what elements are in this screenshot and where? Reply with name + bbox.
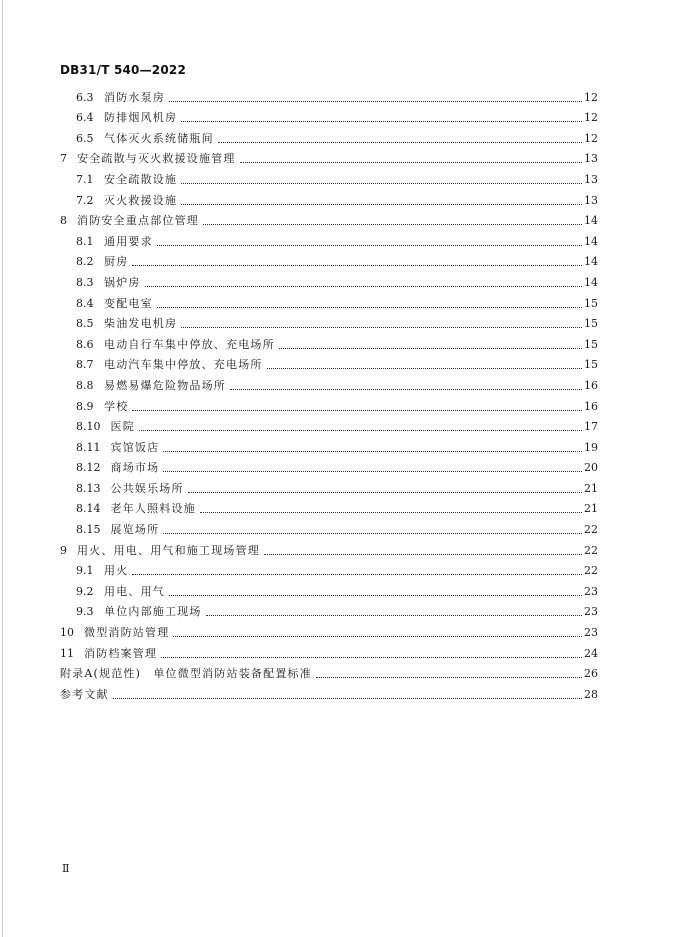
toc-dot-leader — [181, 327, 582, 328]
toc-entry-title: 学校 — [104, 399, 129, 413]
toc-entry-page: 17 — [584, 420, 598, 434]
toc-entry-title: 消防安全重点部位管理 — [77, 214, 199, 228]
toc-entry-page: 15 — [584, 358, 598, 372]
toc-dot-leader — [230, 389, 582, 390]
toc-entry-title: 商场市场 — [110, 461, 160, 475]
toc-entry-page: 23 — [584, 626, 598, 640]
toc-entry-page: 15 — [584, 317, 598, 331]
toc-entry-number: 8.3 — [76, 275, 94, 289]
toc-entry-number: 8.5 — [76, 317, 94, 331]
toc-entry-number: 7.1 — [76, 172, 94, 186]
toc-entry-title: 老年人照料设施 — [110, 502, 196, 516]
toc-entry-page: 14 — [584, 214, 598, 228]
toc-entry-title: 柴油发电机房 — [104, 317, 178, 331]
toc-entry[interactable] — [60, 393, 598, 414]
toc-entry-title: 电动自行车集中停放、充电场所 — [104, 337, 275, 351]
toc-dot-leader — [113, 698, 582, 699]
toc-entry-number: 8.15 — [76, 523, 101, 537]
toc-dot-leader — [218, 142, 582, 143]
toc-entry-number: 8.10 — [76, 420, 101, 434]
toc-dot-leader — [240, 162, 582, 163]
toc-entry-page: 22 — [584, 564, 598, 578]
toc-entry-page: 12 — [584, 131, 598, 145]
toc-entry[interactable] — [60, 578, 598, 599]
toc-entry[interactable] — [60, 599, 598, 620]
toc-dot-leader — [264, 554, 582, 555]
toc-entry-page: 22 — [584, 523, 598, 537]
toc-dot-leader — [316, 677, 582, 678]
toc-entry-number: 6.5 — [76, 131, 94, 145]
toc-entry[interactable] — [60, 640, 598, 661]
toc-entry-page: 12 — [584, 90, 598, 104]
toc-entry-title: 附录A(规范性) 单位微型消防站装备配置标准 — [60, 667, 312, 681]
toc-dot-leader — [157, 245, 582, 246]
toc-entry-page: 12 — [584, 111, 598, 125]
toc-entry[interactable] — [60, 558, 598, 579]
toc-dot-leader — [188, 492, 582, 493]
toc-entry-page: 21 — [584, 481, 598, 495]
toc-entry-page: 23 — [584, 605, 598, 619]
toc-entry[interactable] — [60, 516, 598, 537]
toc-entry-title: 用电、用气 — [104, 584, 165, 598]
toc-entry[interactable] — [60, 228, 598, 249]
toc-entry-page: 13 — [584, 152, 598, 166]
toc-entry-page: 16 — [584, 399, 598, 413]
toc-entry-number: 9.1 — [76, 564, 94, 578]
toc-entry-page: 14 — [584, 275, 598, 289]
toc-entry-title: 易燃易爆危险物品场所 — [104, 378, 226, 392]
toc-entry-title: 参考文献 — [60, 687, 109, 701]
toc-dot-leader — [163, 533, 582, 534]
toc-entry-number: 7.2 — [76, 193, 94, 207]
toc-entry-number: 9.2 — [76, 584, 94, 598]
toc-entry-page: 15 — [584, 296, 598, 310]
toc-entry[interactable] — [60, 434, 598, 455]
toc-entry-title: 用火、用电、用气和施工现场管理 — [77, 543, 260, 557]
toc-dot-leader — [139, 430, 582, 431]
toc-dot-leader — [132, 265, 582, 266]
toc-entry-page: 23 — [584, 584, 598, 598]
toc-entry-title: 防排烟风机房 — [104, 111, 178, 125]
toc-dot-leader — [181, 183, 582, 184]
toc-entry[interactable] — [60, 661, 598, 682]
toc-entry[interactable] — [60, 537, 598, 558]
toc-entry[interactable] — [60, 105, 598, 126]
toc-entry-title: 灭火救援设施 — [104, 193, 178, 207]
toc-entry-title: 厨房 — [104, 255, 129, 269]
toc-entry-number: 6.4 — [76, 111, 94, 125]
page-edge-line — [2, 0, 3, 937]
toc-entry-number: 8.12 — [76, 461, 101, 475]
toc-entry-number: 8.9 — [76, 399, 94, 413]
toc-entry-number: 7 — [60, 152, 67, 166]
toc-entry-title: 公共娱乐场所 — [110, 481, 184, 495]
toc-entry-number: 9.3 — [76, 605, 94, 619]
toc-entry-page: 26 — [584, 667, 598, 681]
toc-dot-leader — [206, 615, 582, 616]
toc-dot-leader — [181, 204, 582, 205]
toc-entry[interactable] — [60, 208, 598, 229]
toc-dot-leader — [181, 121, 582, 122]
toc-dot-leader — [203, 224, 582, 225]
toc-entry-title: 安全疏散与灭火救援设施管理 — [77, 152, 236, 166]
table-of-contents — [60, 84, 598, 702]
toc-entry-page: 14 — [584, 255, 598, 269]
toc-entry[interactable] — [60, 681, 598, 702]
document-code: DB31/T 540—2022 — [60, 63, 186, 77]
toc-entry-number: 9 — [60, 543, 67, 557]
toc-dot-leader — [145, 286, 582, 287]
toc-entry-title: 电动汽车集中停放、充电场所 — [104, 358, 263, 372]
toc-entry[interactable] — [60, 249, 598, 270]
toc-entry-number: 8 — [60, 214, 67, 228]
toc-entry-page: 20 — [584, 461, 598, 475]
toc-entry-page: 14 — [584, 234, 598, 248]
toc-dot-leader — [132, 410, 582, 411]
toc-entry[interactable] — [60, 455, 598, 476]
toc-entry[interactable] — [60, 146, 598, 167]
toc-entry[interactable] — [60, 125, 598, 146]
toc-entry-page: 24 — [584, 646, 598, 660]
toc-entry-title: 通用要求 — [104, 234, 153, 248]
toc-dot-leader — [163, 451, 582, 452]
toc-entry-number: 10 — [60, 626, 74, 640]
toc-entry[interactable] — [60, 619, 598, 640]
toc-entry[interactable] — [60, 352, 598, 373]
toc-entry[interactable] — [60, 166, 598, 187]
toc-entry-title: 用火 — [104, 564, 129, 578]
toc-entry-title: 消防水泵房 — [104, 90, 165, 104]
toc-entry-page: 13 — [584, 193, 598, 207]
toc-entry-number: 11 — [60, 646, 74, 660]
toc-dot-leader — [279, 348, 582, 349]
toc-dot-leader — [163, 471, 582, 472]
toc-entry-number: 8.8 — [76, 378, 94, 392]
toc-entry[interactable] — [60, 475, 598, 496]
toc-entry-page: 13 — [584, 172, 598, 186]
toc-entry-number: 8.1 — [76, 234, 94, 248]
toc-entry-number: 8.11 — [76, 440, 101, 454]
toc-entry[interactable] — [60, 290, 598, 311]
toc-entry-title: 医院 — [110, 420, 135, 434]
toc-entry-title: 展览场所 — [110, 523, 160, 537]
toc-entry-number: 8.6 — [76, 337, 94, 351]
toc-dot-leader — [169, 101, 582, 102]
toc-entry-page: 21 — [584, 502, 598, 516]
toc-entry[interactable] — [60, 496, 598, 517]
toc-entry[interactable] — [60, 311, 598, 332]
toc-entry[interactable] — [60, 269, 598, 290]
toc-dot-leader — [161, 657, 582, 658]
toc-dot-leader — [169, 595, 582, 596]
toc-entry-number: 8.14 — [76, 502, 101, 516]
toc-entry-title: 消防档案管理 — [84, 646, 158, 660]
toc-entry-page: 28 — [584, 687, 598, 701]
page-number: Ⅱ — [62, 862, 70, 875]
toc-entry[interactable] — [60, 414, 598, 435]
toc-dot-leader — [200, 512, 582, 513]
toc-dot-leader — [132, 574, 582, 575]
toc-entry-number: 6.3 — [76, 90, 94, 104]
toc-dot-leader — [157, 307, 582, 308]
toc-entry-number: 8.4 — [76, 296, 94, 310]
toc-entry-page: 19 — [584, 440, 598, 454]
toc-entry-title: 单位内部施工现场 — [104, 605, 202, 619]
toc-entry[interactable] — [60, 84, 598, 105]
toc-entry[interactable] — [60, 331, 598, 352]
toc-entry-number: 8.7 — [76, 358, 94, 372]
toc-entry-title: 宾馆饭店 — [110, 440, 160, 454]
toc-entry-title: 变配电室 — [104, 296, 153, 310]
toc-entry-page: 22 — [584, 543, 598, 557]
toc-entry-page: 15 — [584, 337, 598, 351]
toc-entry-number: 8.2 — [76, 255, 94, 269]
toc-entry-title: 安全疏散设施 — [104, 172, 178, 186]
toc-entry[interactable] — [60, 372, 598, 393]
toc-entry-title: 微型消防站管理 — [84, 626, 170, 640]
toc-entry-number: 8.13 — [76, 481, 101, 495]
toc-entry-page: 16 — [584, 378, 598, 392]
toc-entry-title: 气体灭火系统储瓶间 — [104, 131, 214, 145]
toc-dot-leader — [267, 368, 582, 369]
toc-dot-leader — [173, 636, 582, 637]
toc-entry-title: 锅炉房 — [104, 275, 141, 289]
toc-entry[interactable] — [60, 187, 598, 208]
